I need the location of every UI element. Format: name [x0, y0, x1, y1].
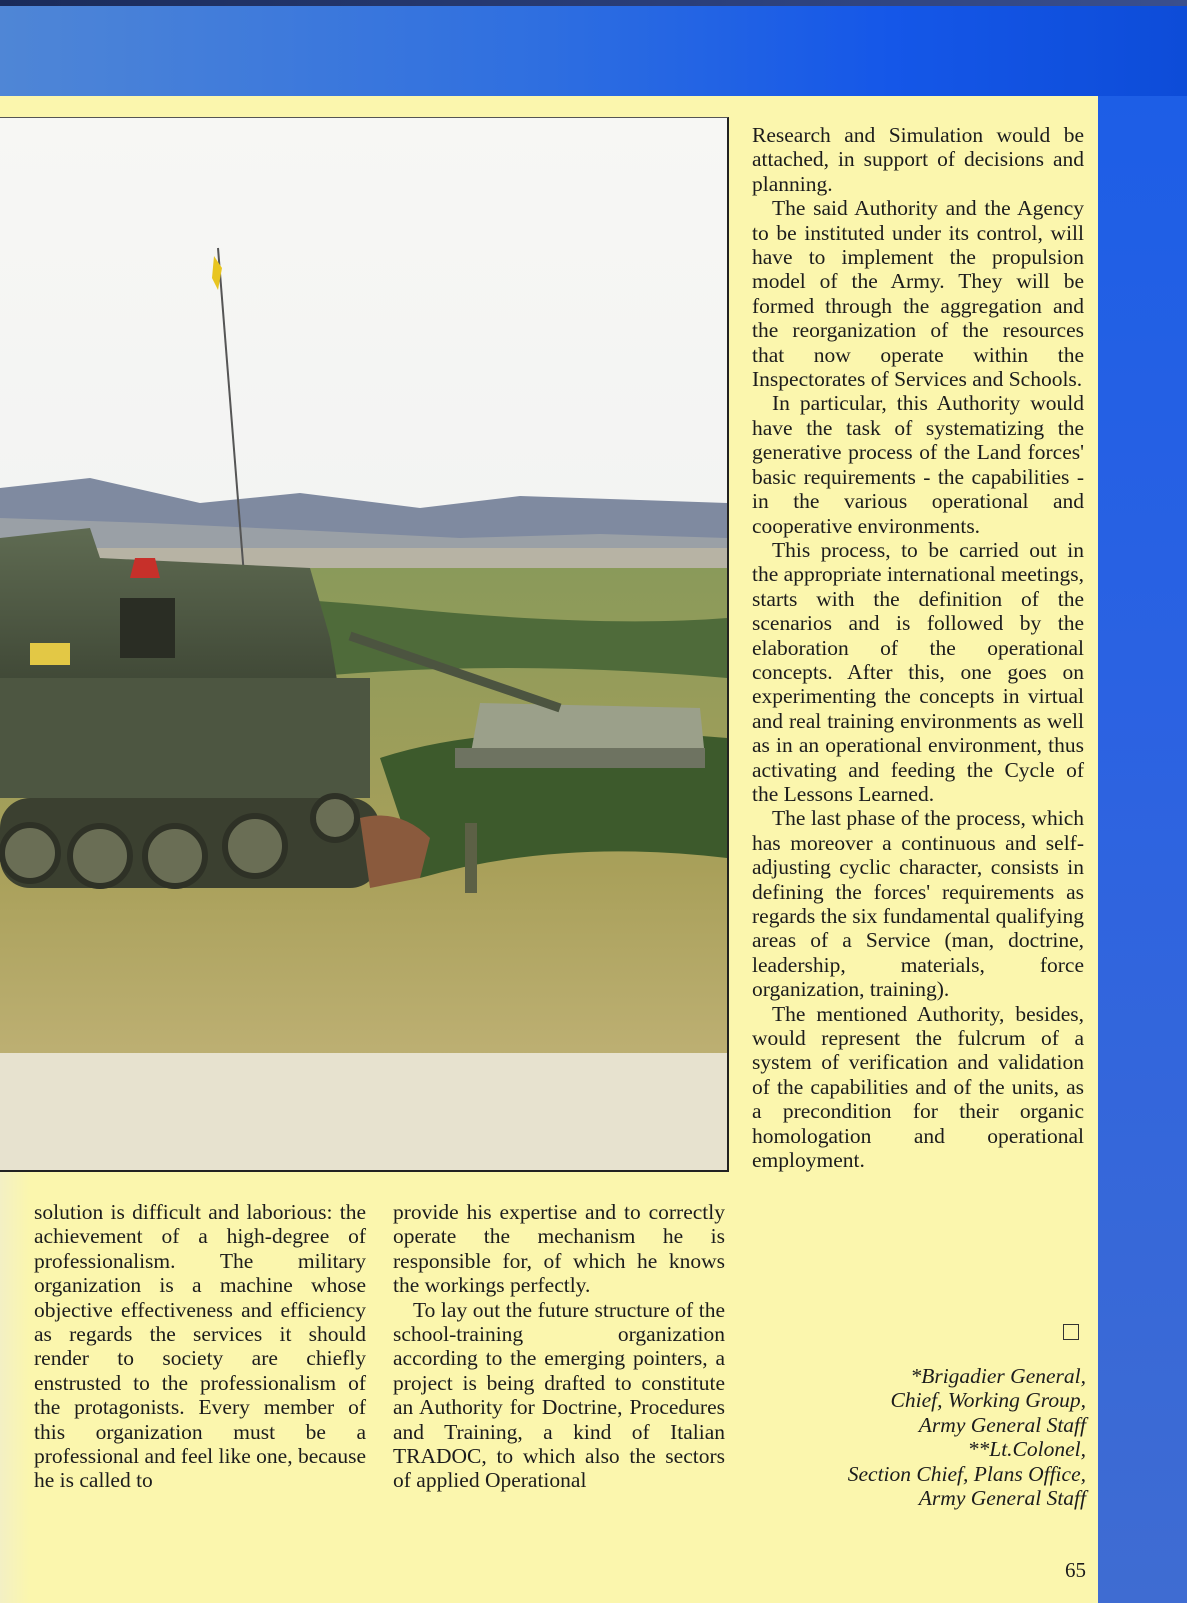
- text-column-right: [752, 123, 1084, 1172]
- signature-line: **Lt.Colonel,: [967, 1437, 1086, 1462]
- photo-illustration: [0, 118, 727, 1170]
- text-column-middle: [393, 1200, 725, 1493]
- signature-line: *Brigadier General,: [910, 1364, 1086, 1388]
- signature-line: Army General Staff: [918, 1486, 1086, 1511]
- page-number: 65: [1065, 1558, 1086, 1582]
- paragraph: In particular, this Authority would have the task of systematizing the generative process of the Land forces' basic requirements - the capabilities - in the various operational and cooperative environments.: [752, 391, 1084, 538]
- paragraph: provide his expertise and to correctly operate the mechanism he is responsible for, of which he knows the workings perfectly.: [393, 1200, 725, 1298]
- right-blue-margin: [1098, 96, 1187, 1603]
- paragraph: To lay out the future structure of the school-training organization according to the emerging pointers, a project is being drafted to constitute an Authority for Doctrine, Procedures and Training, a kind of Italian TRADOC, to which also the sectors of applied Operational: [393, 1297, 725, 1493]
- article-end-box-icon: [1063, 1324, 1079, 1340]
- paragraph: The mentioned Authority, besides, would represent the fulcrum of a system of verification and validation of the capabilities and of the units, as a precondition for their organic homologation and operational employment.: [752, 1001, 1084, 1173]
- author-signature: [760, 1364, 1086, 1510]
- text-column-left: [34, 1200, 366, 1493]
- signature-line: Chief, Working Group,: [890, 1388, 1086, 1413]
- paragraph: Research and Simulation would be attached, in support of decisions and planning.: [752, 123, 1084, 196]
- top-blue-band: [0, 0, 1187, 96]
- paragraph: This process, to be carried out in the appropriate international meetings, starts with the definition of the scenarios and is followed by the elaboration of the operational concepts. After this, one goes on experimenting the concepts in virtual and real training environments as well as in an operational environment, thus activating and feeding the Cycle of the Lessons Learned.: [752, 537, 1084, 806]
- paragraph: solution is difficult and laborious: the achievement of a high-degree of professionalism. The military organization is a machine whose objective effectiveness and efficiency as regards the services it should render to society are chiefly enstrusted to the professionalism of the protagonists. Every member of this organization must be a professional and feel like one, because he is called to: [34, 1200, 366, 1493]
- photo-self-propelled-howitzers: [0, 117, 729, 1172]
- left-page-fade: [0, 1110, 30, 1603]
- paragraph: The said Authority and the Agency to be instituted under its control, will have to implement the propulsion model of the Army. They will be formed through the aggregation and the reorganization of the resources that now operate within the Inspectorates of Services and Schools.: [752, 196, 1084, 392]
- dirt-road: [0, 1053, 727, 1170]
- paragraph: The last phase of the process, which has moreover a continuous and self-adjusting cyclic character, consists in defining the forces' requirements as regards the six fundamental qualifying areas of a Service (man, doctrine, leadership, materials, force organization, training).: [752, 806, 1084, 1002]
- signature-line: Section Chief, Plans Office,: [847, 1461, 1086, 1486]
- signature-line: Army General Staff: [918, 1412, 1086, 1437]
